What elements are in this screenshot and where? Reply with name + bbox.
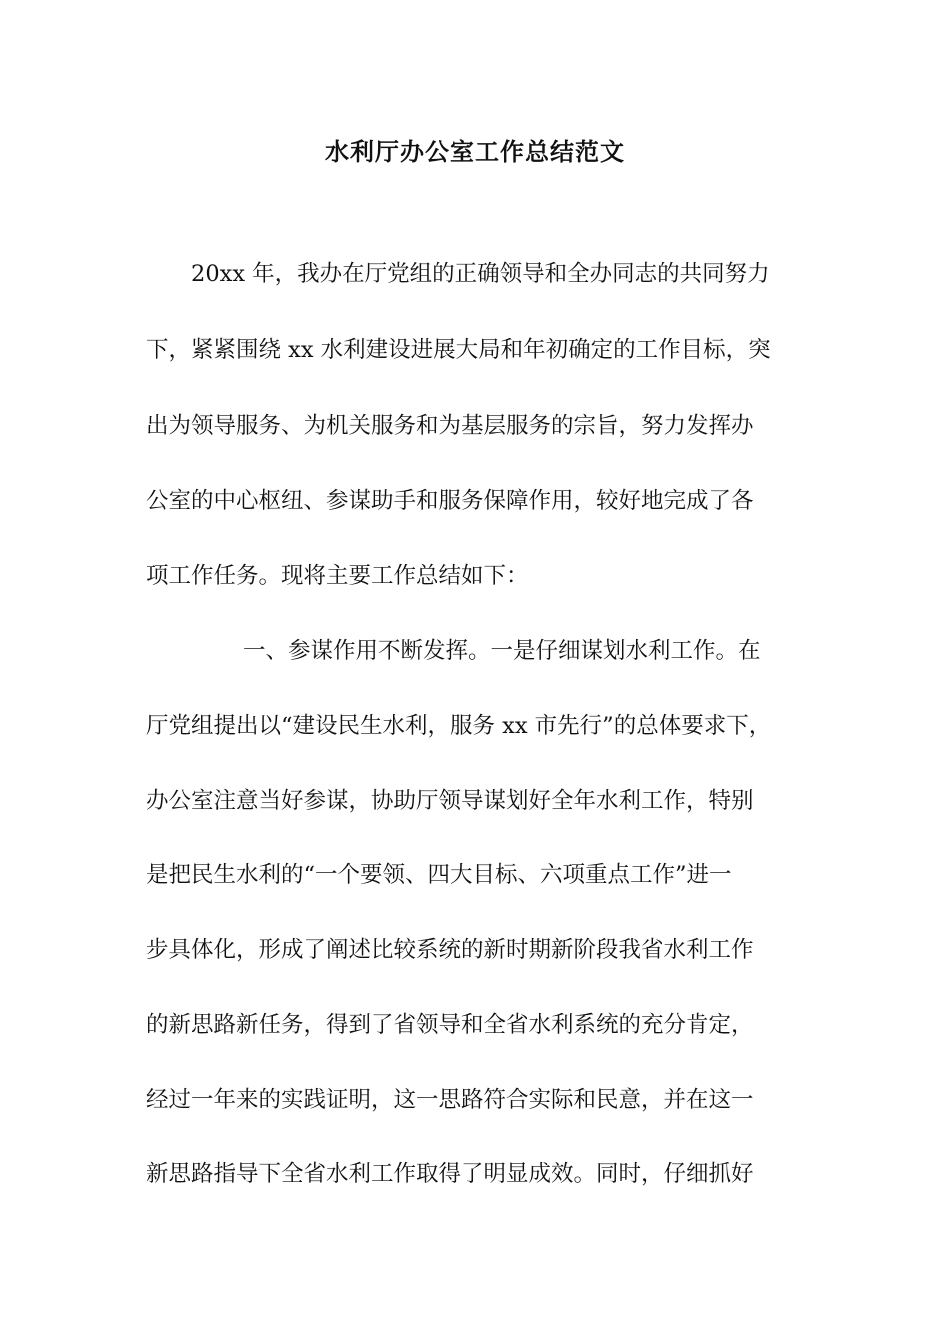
body-line-1: 20xx 年，我办在厅党组的正确领导和全办同志的共同努力 [191,261,770,287]
body-line-6: 一、参谋作用不断发挥。一是仔细谋划水利工作。在 [243,638,761,664]
body-line-2: 下，紧紧围绕 xx 水利建设进展大局和年初确定的工作目标，突 [146,337,771,363]
body-line-9: 是把民生水利的“一个要领、四大目标、六项重点工作”进一 [146,862,732,888]
body-line-10: 步具体化，形成了阐述比较系统的新时期新阶段我省水利工作 [146,937,754,963]
body-line-13: 新思路指导下全省水利工作取得了明显成效。同时，仔细抓好 [146,1161,754,1187]
body-line-8: 办公室注意当好参谋，协助厅领导谋划好全年水利工作，特别 [146,788,754,814]
body-line-5: 项工作任务。现将主要工作总结如下： [146,563,529,589]
body-line-11: 的新思路新任务，得到了省领导和全省水利系统的充分肯定， [146,1012,754,1038]
document-title: 水利厅办公室工作总结范文 [325,137,625,166]
body-line-12: 经过一年来的实践证明，这一思路符合实际和民意，并在这一 [146,1087,754,1113]
body-line-7: 厅党组提出以“建设民生水利，服务 xx 市先行”的总体要求下， [146,713,772,739]
body-line-3: 出为领导服务、为机关服务和为基层服务的宗旨，努力发挥办 [146,413,754,439]
body-line-4: 公室的中心枢纽、参谋助手和服务保障作用，较好地完成了各 [146,488,754,514]
